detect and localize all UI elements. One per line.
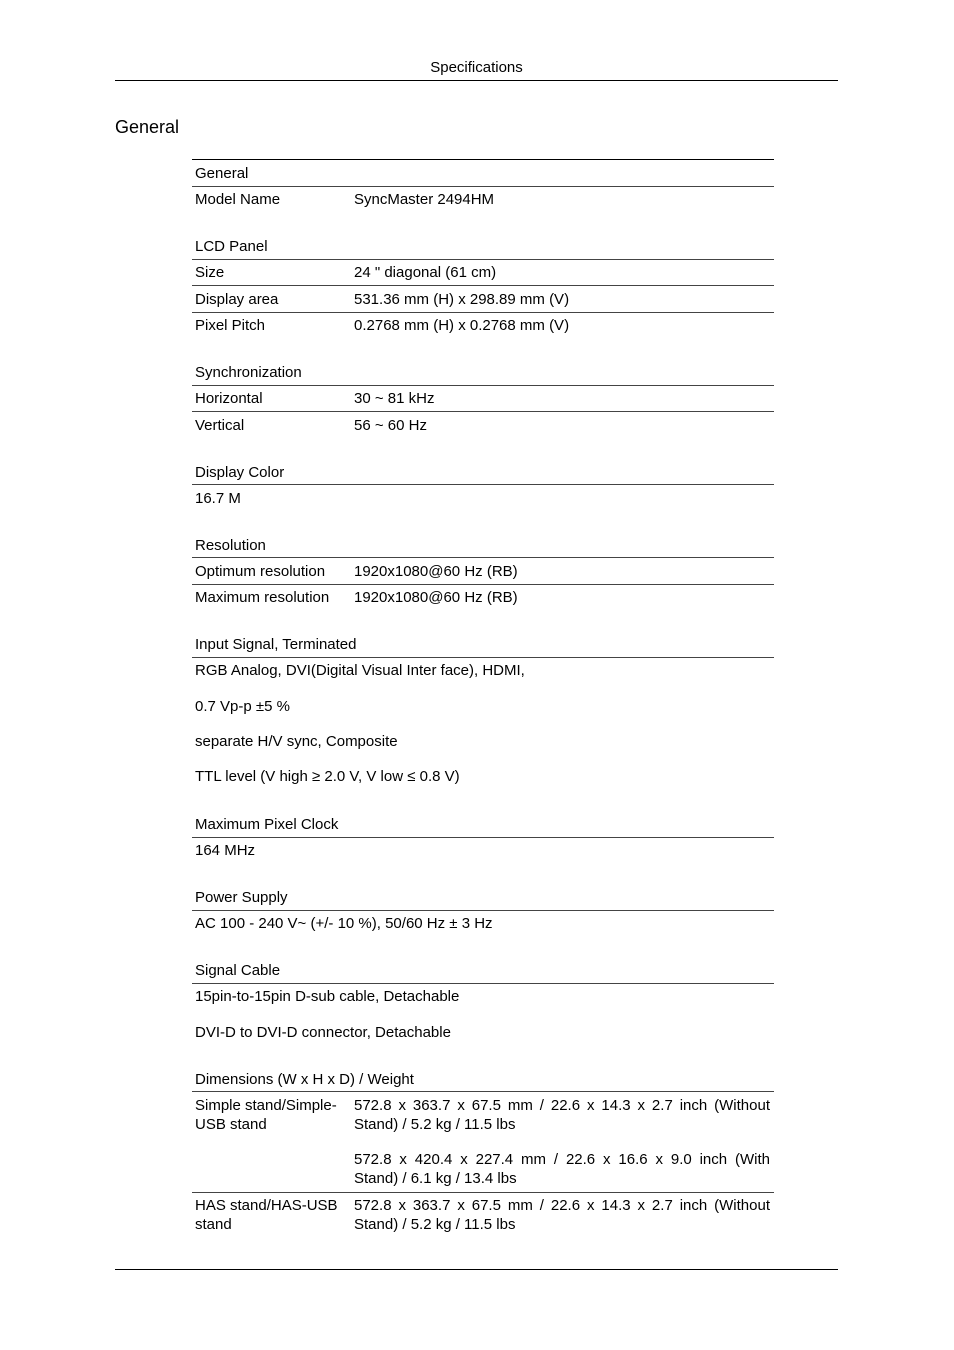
group-heading-resolution: Resolution [195,537,266,554]
spec-value: separate H/V sync, Composite [195,733,398,750]
spec-value: 164 MHz [195,842,256,859]
spec-label: Model Name [195,191,281,208]
group-heading-input-signal: Input Signal, Terminated [195,636,357,653]
spec-value: 56 ~ 60 Hz [354,417,427,434]
section-title: General [115,117,180,137]
spec-value: TTL level (V high ≥ 2.0 V, V low ≤ 0.8 V) [195,768,460,785]
spec-value: 572.8 x 363.7 x 67.5 mm / 22.6 x 14.3 x 2.7 inch (Without Stand) / 5.2 kg / 11.5 lbs [354,1097,770,1133]
row-rule [192,312,774,313]
row-rule [192,910,774,911]
row-rule [192,259,774,260]
spec-label: Simple stand/Simple-USB stand [195,1097,337,1133]
spec-label: Vertical [195,417,245,434]
group-heading-pixel-clock: Maximum Pixel Clock [195,816,339,833]
spec-label: Size [195,264,225,281]
row-rule [192,584,774,585]
row-rule [192,186,774,187]
table-top-rule [192,159,774,160]
spec-value: 572.8 x 363.7 x 67.5 mm / 22.6 x 14.3 x 2.7 inch (Without Stand) / 5.2 kg / 11.5 lbs [354,1197,770,1233]
footer-rule [115,1269,838,1270]
row-rule [192,484,774,485]
spec-value: RGB Analog, DVI(Digital Visual Inter face), HDMI, [195,662,525,679]
row-rule [192,657,774,658]
spec-value: 0.7 Vp-p ±5 % [195,698,290,715]
spec-label: Horizontal [195,390,263,407]
row-rule [192,557,774,558]
spec-label: Optimum resolution [195,563,326,580]
spec-label: HAS stand/HAS-USB stand [195,1197,338,1233]
spec-value: 30 ~ 81 kHz [354,390,435,407]
spec-label: Display area [195,291,279,308]
spec-value: SyncMaster 2494HM [354,191,495,208]
spec-value: 24 " diagonal (61 cm) [354,264,497,281]
spec-value: 531.36 mm (H) x 298.89 mm (V) [354,291,570,308]
group-heading-power-supply: Power Supply [195,889,288,906]
row-rule [192,983,774,984]
row-rule [192,1192,774,1193]
row-rule [192,1091,774,1092]
row-rule [192,385,774,386]
group-heading-dimensions: Dimensions (W x H x D) / Weight [195,1071,414,1088]
group-heading-general: General [195,165,249,182]
spec-label: Maximum resolution [195,589,330,606]
spec-value: AC 100 - 240 V~ (+/- 10 %), 50/60 Hz ± 3 Hz [195,915,493,932]
spec-label: Pixel Pitch [195,317,266,334]
row-rule [192,837,774,838]
row-rule [192,285,774,286]
spec-value: 1920x1080@60 Hz (RB) [354,589,518,606]
group-heading-display-color: Display Color [195,464,285,481]
header-rule [115,80,838,81]
spec-value: DVI-D to DVI-D connector, Detachable [195,1024,451,1041]
row-rule [192,411,774,412]
page-header: Specifications [430,59,523,76]
spec-value: 15pin-to-15pin D-sub cable, Detachable [195,988,460,1005]
spec-value: 16.7 M [195,490,241,507]
group-heading-synchronization: Synchronization [195,364,302,381]
spec-value: 0.2768 mm (H) x 0.2768 mm (V) [354,317,570,334]
group-heading-signal-cable: Signal Cable [195,962,281,979]
spec-value: 572.8 x 420.4 x 227.4 mm / 22.6 x 16.6 x 9.0 inch (With Stand) / 6.1 kg / 13.4 lbs [354,1151,770,1187]
group-heading-lcd-panel: LCD Panel [195,238,268,255]
spec-value: 1920x1080@60 Hz (RB) [354,563,518,580]
